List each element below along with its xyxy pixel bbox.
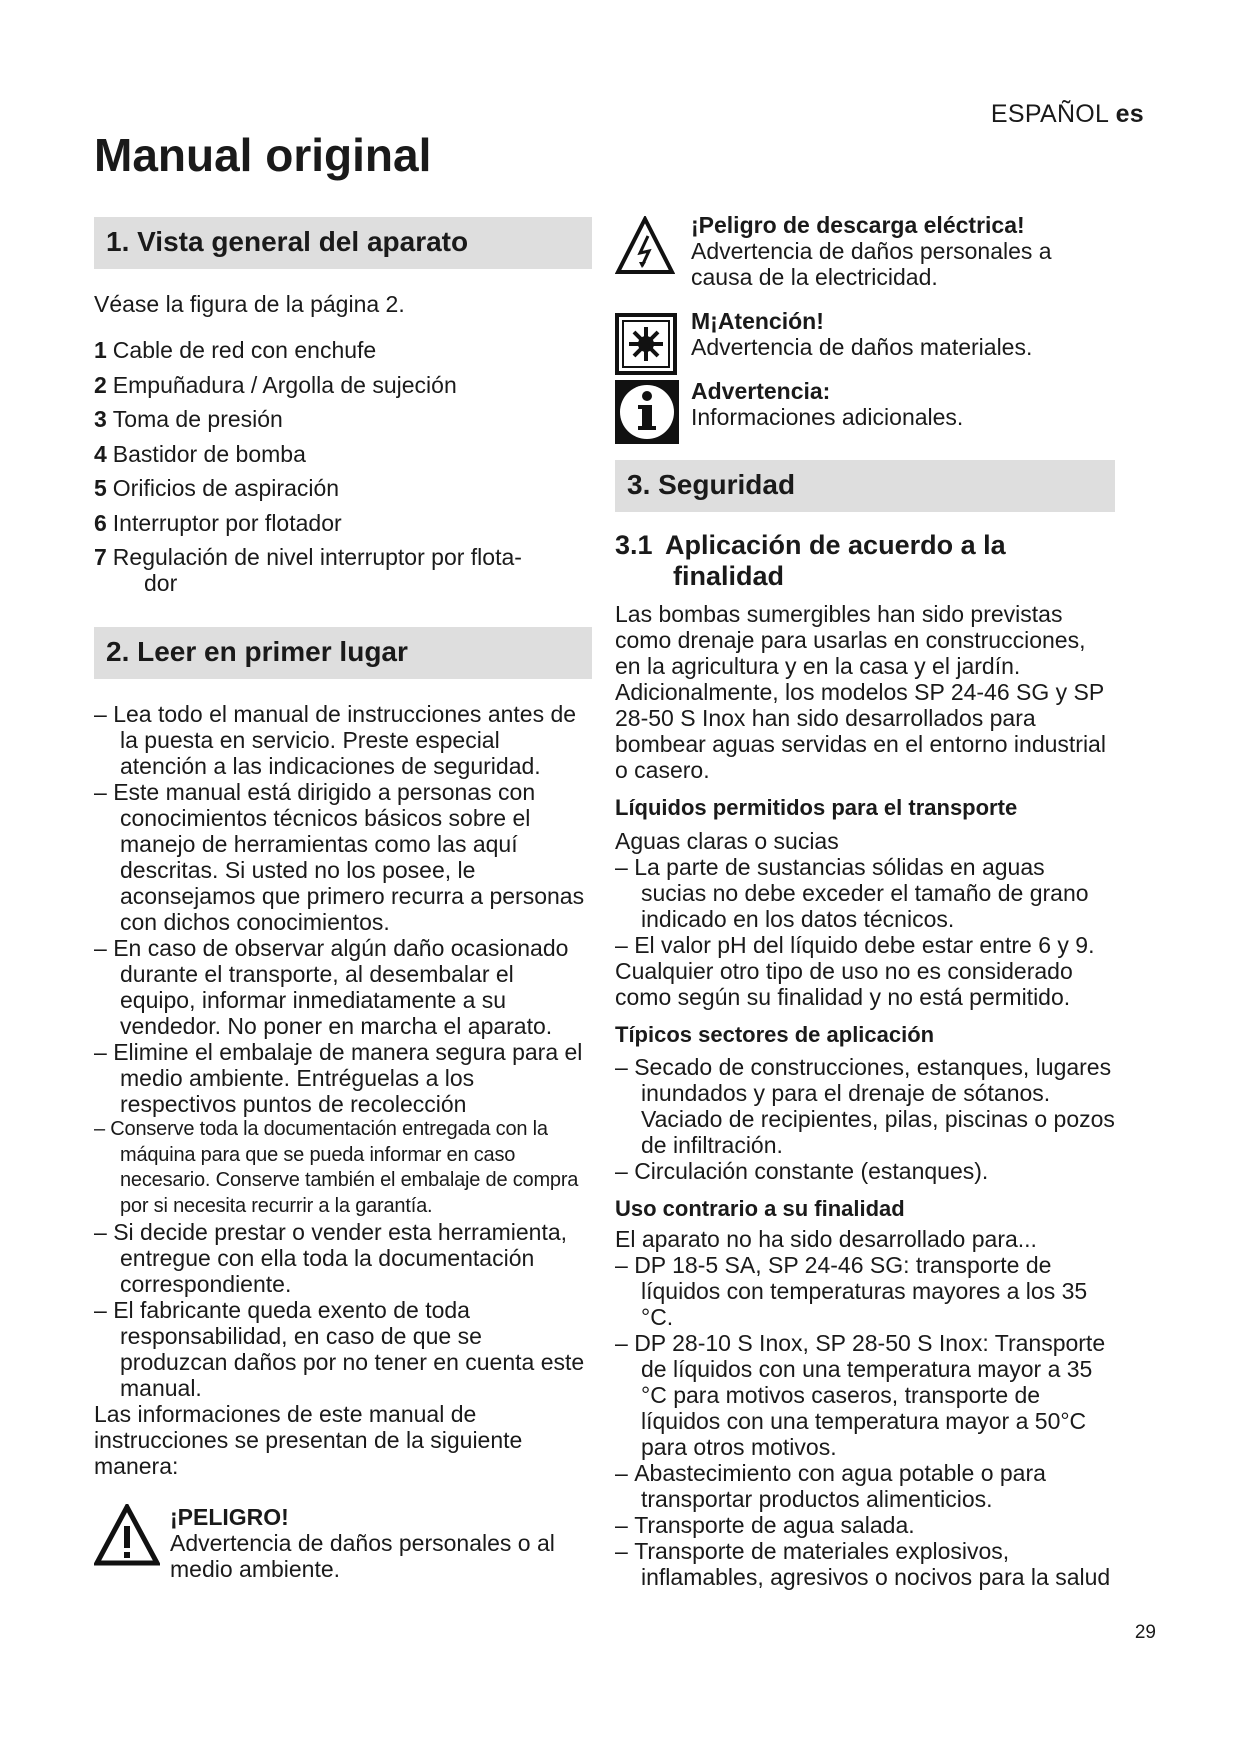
electric-notice: [615, 212, 1115, 290]
sectors-heading: Típicos sectores de aplicación: [615, 1022, 935, 1047]
language-label: ESPAÑOL es: [990, 100, 1144, 128]
notice-heading: M¡Atención!: [691, 308, 824, 334]
page-title: Manual original: [94, 129, 432, 181]
list-item: 4 Bastidor de bomba: [94, 440, 306, 467]
left-column: [94, 217, 592, 1582]
list-item: – Elimine el embalaje de manera segura para el medio ambiente. Entréguelas a los respectivos puntos de recolección: [94, 1039, 592, 1117]
list-item: – Transporte de materiales explosivos, inflamables, agresivos o nocivos para la salud: [615, 1538, 1115, 1590]
list-item: – En caso de observar algún daño ocasionado durante el transporte, al desembalar el equipo, informar inmediatamente a su vendedor. No poner en marcha el aparato.: [94, 935, 592, 1039]
parts-list: [94, 337, 592, 596]
list-item: – Lea todo el manual de instrucciones antes de la puesta en servicio. Preste especial atención a las indicaciones de seguridad.: [94, 701, 592, 779]
misuse-intro: El aparato no ha sido desarrollado para...: [615, 1226, 1037, 1252]
warning-triangle-icon: [94, 1504, 160, 1571]
list-item: – Transporte de agua salada.: [615, 1512, 1115, 1538]
list-item: – El fabricante queda exento de toda responsabilidad, en caso de que se produzcan daños por no tener en cuenta este manual.: [94, 1297, 592, 1401]
list-item: – DP 28-10 S Inox, SP 28-50 S Inox: Transporte de líquidos con una temperatura mayor a 35 °C para motivos caseros, transporte de líquidos con una temperatura mayor a 50°C para otros motivos.: [615, 1330, 1115, 1460]
intended-use-text: Las bombas sumergibles han sido previstas como drenaje para usarlas en construcciones, en la agricultura y en la casa y el jardín. Adicionalmente, los modelos SP 24-46 SG y SP 28-50 S Inox han sido desarrollados para bombear aguas servidas en el entorno industrial o casero.: [615, 601, 1106, 783]
sectors-list: [615, 1054, 1115, 1184]
section-heading: 3. Seguridad: [615, 460, 1115, 512]
liquids-intro: Aguas claras o sucias: [615, 828, 839, 854]
list-item: – Abastecimiento con agua potable o para transportar productos alimenticios.: [615, 1460, 1115, 1512]
notice-heading: ¡Peligro de descarga eléctrica!: [691, 212, 1025, 238]
misuse-list: [615, 1252, 1115, 1590]
attention-notice: [615, 308, 1115, 360]
notice-text: Advertencia de daños materiales.: [691, 334, 1033, 360]
right-column: [615, 212, 1115, 1590]
list-item: 2 Empuñadura / Argolla de sujeción: [94, 371, 457, 398]
list-item: – Si decide prestar o vender esta herramienta, entregue con ella toda la documentación correspondiente.: [94, 1219, 592, 1297]
list-item: – La parte de sustancias sólidas en aguas sucias no debe exceder el tamaño de grano indicado en los datos técnicos.: [615, 854, 1115, 932]
list-item: 3 Toma de presión: [94, 406, 283, 432]
presentation-intro: Las informaciones de este manual de instrucciones se presentan de la siguiente manera:: [94, 1401, 523, 1479]
liquids-heading: Líquidos permitidos para el transporte: [615, 795, 1018, 820]
list-item: 7 Regulación de nivel interruptor por flota- dor: [94, 544, 522, 596]
section-heading: 1. Vista general del aparato: [94, 217, 592, 269]
material-damage-icon: [615, 313, 677, 380]
read-first-list: [94, 701, 592, 1401]
list-item: – Secado de construcciones, estanques, lugares inundados y para el drenaje de sótanos. Vaciado de recipientes, pilas, piscinas o pozos de infiltración.: [615, 1054, 1115, 1158]
liquids-list: [615, 854, 1115, 958]
page-number: 29: [1134, 1622, 1156, 1643]
info-icon: [615, 380, 679, 449]
list-item: 5 Orificios de aspiración: [94, 475, 340, 501]
other-use-text: Cualquier otro tipo de uso no es considerado como según su finalidad y no está permitido.: [615, 958, 1073, 1010]
subsection-heading: 3.1 Aplicación de acuerdo a la finalidad: [615, 530, 1006, 591]
list-item: – DP 18-5 SA, SP 24-46 SG: transporte de líquidos con temperaturas mayores a los 35 °C.: [615, 1252, 1115, 1330]
danger-heading: ¡PELIGRO!: [170, 1504, 289, 1530]
notice-text: Advertencia de daños personales a causa de la electricidad.: [691, 238, 1052, 290]
info-notice: [615, 378, 1115, 430]
list-item: – Este manual está dirigido a personas con conocimientos técnicos básicos sobre el manejo de herramientas como las aquí descritas. Si usted no los posee, le aconsejamos que primero recurra a personas con dichos conocimientos.: [94, 779, 592, 935]
notice-text: Informaciones adicionales.: [691, 404, 964, 430]
section-heading: 2. Leer en primer lugar: [94, 627, 592, 679]
danger-notice: [94, 1504, 592, 1582]
list-item: 1 Cable de red con enchufe: [94, 337, 377, 363]
list-item: – El valor pH del líquido debe estar entre 6 y 9.: [615, 932, 1115, 958]
list-item: 6 Interruptor por flotador: [94, 509, 342, 536]
electric-shock-icon: [615, 216, 675, 281]
notice-heading: Advertencia:: [691, 378, 831, 404]
figure-reference: Véase la figura de la página 2.: [94, 291, 405, 317]
list-item: – Conserve toda la documentación entregada con la máquina para que se pueda informar en caso necesario. Conserve también el embalaje de compra por si necesita recurrir a la garantía.: [94, 1117, 592, 1219]
language-code: es: [1115, 100, 1144, 128]
list-item: – Circulación constante (estanques).: [615, 1158, 1115, 1184]
misuse-heading: Uso contrario a su finalidad: [615, 1196, 905, 1221]
danger-text: Advertencia de daños personales o al medio ambiente.: [170, 1530, 555, 1582]
